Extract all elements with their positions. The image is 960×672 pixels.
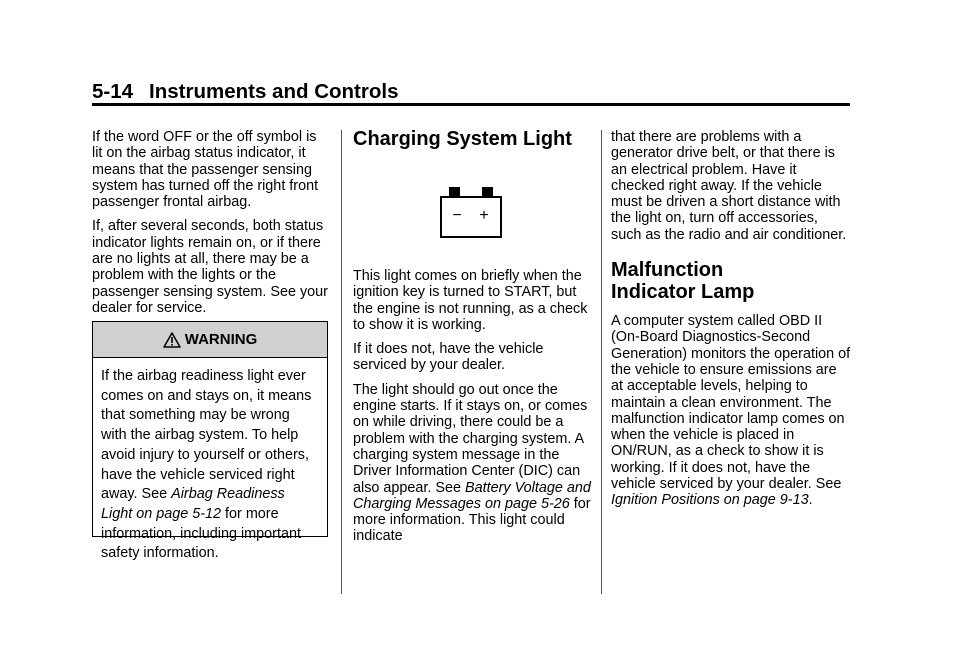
warning-text: If the airbag readiness light ever comes on and stays on, it means that something may be wrong with the airbag system. To help avoid injury to yourself or others, have the vehicle serviced right away. See [101, 368, 312, 503]
paragraph [611, 313, 851, 509]
column-3 [611, 129, 851, 517]
cross-reference-link[interactable]: Ignition Positions on page 9-13 [611, 492, 809, 509]
section-title-malfunction [611, 259, 851, 303]
warning-box [92, 321, 328, 562]
column-1 [92, 129, 330, 324]
header-text [92, 80, 850, 104]
chapter-title: Instruments and Controls [149, 80, 399, 103]
paragraph [353, 382, 593, 545]
warning-body [93, 358, 327, 564]
column-divider [601, 130, 602, 594]
paragraph: If the word OFF or the off symbol is lit on the airbag status indicator, it means that the passenger sensing system has turned off the right front passenger frontal airbag. [92, 129, 319, 211]
header-rule [92, 103, 850, 106]
paragraph: that there are problems with a generator drive belt, or that there is an electrical problem. Have it checked right away. If the vehicle must be driven a short distance with the light on, turn off accessories, such as the radio and air conditioner. [611, 129, 847, 243]
section-title-line: Indicator Lamp [611, 281, 755, 304]
warning-title: WARNING [184, 331, 258, 348]
section-title-charging: Charging System Light [353, 128, 572, 150]
section-title-line: Malfunction [611, 259, 724, 282]
battery-minus-label: − [452, 207, 462, 224]
paragraph: If it does not, have the vehicle serviced by your dealer. [353, 341, 544, 374]
battery-plus-label: + [479, 207, 489, 224]
paragraph-text: for more information. This light could indicate [353, 495, 591, 545]
cross-reference-link[interactable]: Airbag Readiness Light on page 5-12 [101, 486, 285, 522]
paragraph: If, after several seconds, both status indicator lights remain on, or if there are no lights at all, there may be a problem with the lights or the passenger sensing system. See your dealer for service. [92, 218, 328, 316]
paragraph: This light comes on briefly when the ignition key is turned to START, but the engine is not running, as a check to show it is working. [353, 268, 588, 333]
page-header [92, 80, 850, 104]
column-divider [341, 130, 342, 594]
warning-text: for more information, including important safety information. [101, 505, 301, 562]
warning-triangle-icon [163, 332, 181, 348]
paragraph-text: . [808, 492, 813, 509]
battery-icon [440, 187, 502, 238]
warning-header [93, 322, 327, 358]
paragraph-text: The light should go out once the engine starts. If it stays on, or comes on while driving, there could be a problem with the charging system. A charging system message in the Driver Information Center (DIC) can also appear. See [353, 381, 588, 496]
page-number: 5-14 [92, 80, 134, 103]
column-2-body [353, 268, 593, 553]
cross-reference-link[interactable]: Battery Voltage and Charging Messages on page 5-26 [353, 479, 591, 512]
paragraph-text: A computer system called OBD II (On-Board Diagnostics-Second Generation) monitors the operation of the vehicle to ensure emissions are at acceptable levels, helping to maintain a clean environment. The malfunction indicator lamp comes on when the vehicle is placed in ON/RUN, as a check to show it is working. If it does not, have the vehicle serviced by your dealer. See [611, 313, 851, 493]
